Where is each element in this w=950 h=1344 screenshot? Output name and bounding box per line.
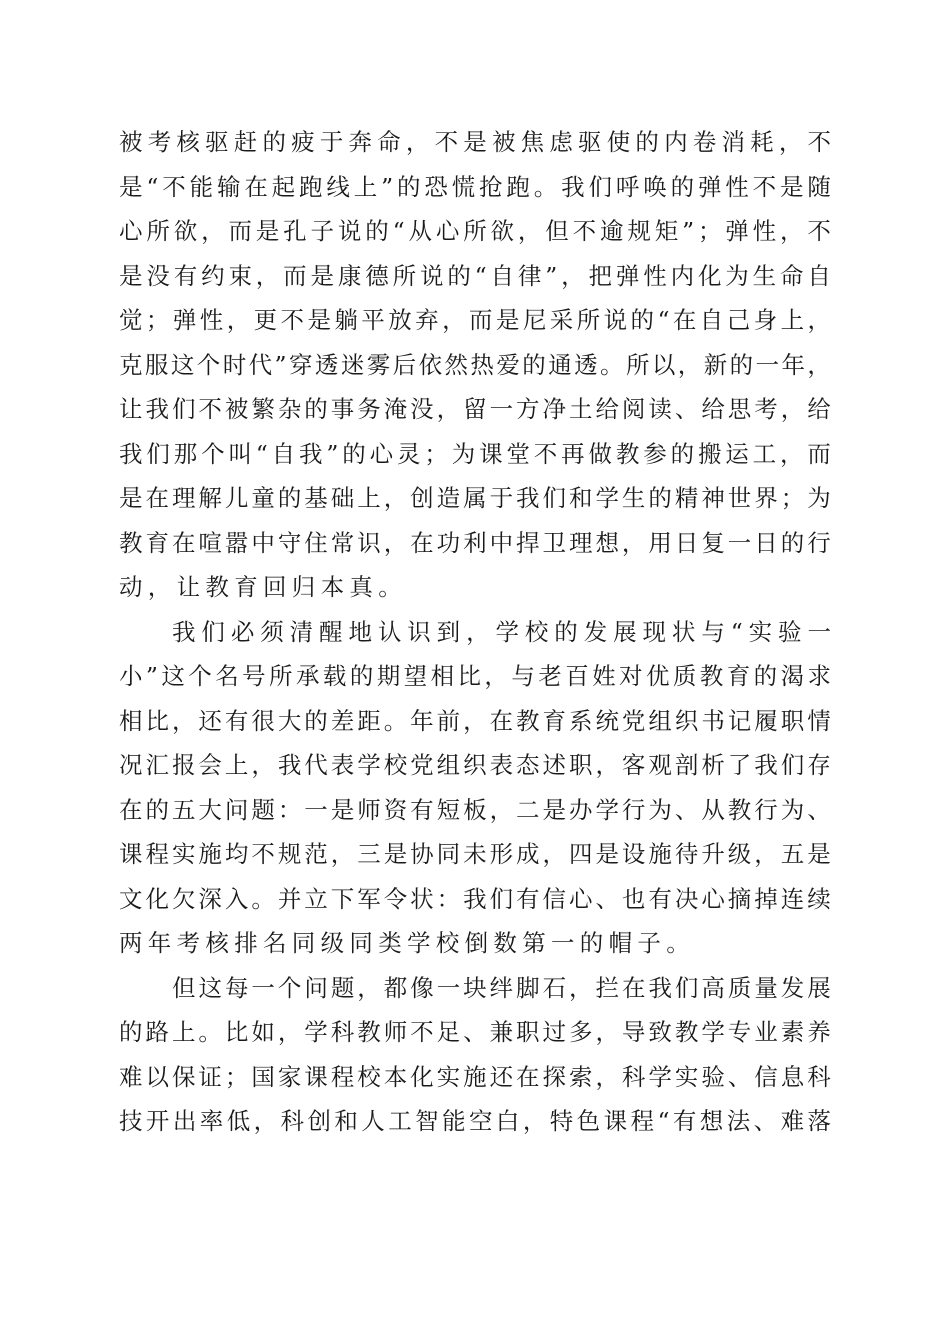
text-line: 技 开 出 率 低 ， 科 创 和 人 工 智 能 空 白 ， 特 色 课 程 “ 有 想 法 、 难 落 (119, 1107, 831, 1135)
text-line: 是 在 理 解 儿 童 的 基 础 上 ， 创 造 属 于 我 们 和 学 生 的 精 神 世 界 ； 为 (119, 484, 831, 512)
text-line: 是 没 有 约 束 ， 而 是 康 德 所 说 的 “ 自 律 ” ， 把 弹 性 内 化 为 生 命 自 (119, 261, 831, 290)
text-line: 我 们 必 须 清 醒 地 认 识 到 ， 学 校 的 发 展 现 状 与 “ 实 验 一 (172, 617, 831, 646)
text-line: 在 的 五 大 问 题 ： 一 是 师 资 有 短 板 ， 二 是 办 学 行 为 、 从 教 行 为 、 (119, 795, 831, 824)
text-line: 动，让教育回归本真。 (119, 573, 407, 601)
text-line: 但 这 每 一 个 问 题 ， 都 像 一 块 绊 脚 石 ， 拦 在 我 们 高 质 量 发 展 (172, 973, 831, 1002)
text-line: 况 汇 报 会 上 ， 我 代 表 学 校 党 组 织 表 态 述 职 ， 客 观 剖 析 了 我 们 存 (119, 751, 831, 779)
text-line: 小 ” 这 个 名 号 所 承 载 的 期 望 相 比 ， 与 老 百 姓 对 优 质 教 育 的 渴 求 (119, 662, 831, 690)
text-line: 教 育 在 喧 嚣 中 守 住 常 识 ， 在 功 利 中 捍 卫 理 想 ， 用 日 复 一 日 的 行 (119, 528, 831, 557)
text-line: 觉 ； 弹 性 ， 更 不 是 躺 平 放 弃 ， 而 是 尼 采 所 说 的 “ 在 自 己 身 上 ， (119, 306, 831, 334)
text-line: 难 以 保 证 ； 国 家 课 程 校 本 化 实 施 还 在 探 索 ， 科 学 实 验 、 信 息 科 (119, 1062, 831, 1091)
text-line: 我 们 那 个 叫 “ 自 我 ” 的 心 灵 ； 为 课 堂 不 再 做 教 参 的 搬 运 工 ， 而 (119, 439, 831, 468)
text-line: 是 “ 不 能 输 在 起 跑 线 上 ” 的 恐 慌 抢 跑 。 我 们 呼 唤 的 弹 性 不 是 随 (119, 172, 831, 201)
text-line: 课 程 实 施 均 不 规 范 ， 三 是 协 同 未 形 成 ， 四 是 设 施 待 升 级 ， 五 是 (119, 840, 831, 868)
document-body (119, 120, 831, 1144)
text-line: 让 我 们 不 被 繁 杂 的 事 务 淹 没 ， 留 一 方 净 土 给 阅 读 、 给 思 考 ， 给 (119, 395, 831, 423)
text-line: 克 服 这 个 时 代 ” 穿 透 迷 雾 后 依 然 热 爱 的 通 透 。 所 以 ， 新 的 一 年 ， (119, 350, 831, 379)
text-line: 文 化 欠 深 入 。 并 立 下 军 令 状 ： 我 们 有 信 心 、 也 有 决 心 摘 掉 连 续 (119, 884, 831, 913)
text-line: 的 路 上 。 比 如 ， 学 科 教 师 不 足 、 兼 职 过 多 ， 导 致 教 学 专 业 素 养 (119, 1018, 831, 1046)
text-line: 被 考 核 驱 赶 的 疲 于 奔 命 ， 不 是 被 焦 虑 驱 使 的 内 卷 消 耗 ， 不 (119, 128, 831, 156)
text-line: 心 所 欲 ， 而 是 孔 子 说 的 “ 从 心 所 欲 ， 但 不 逾 规 矩 ” ； 弹 性 ， 不 (119, 217, 831, 245)
text-line: 相 比 ， 还 有 很 大 的 差 距 。 年 前 ， 在 教 育 系 统 党 组 织 书 记 履 职 情 (119, 706, 831, 735)
text-line: 两年考核排名同级同类学校倒数第一的帽子。 (119, 929, 695, 957)
